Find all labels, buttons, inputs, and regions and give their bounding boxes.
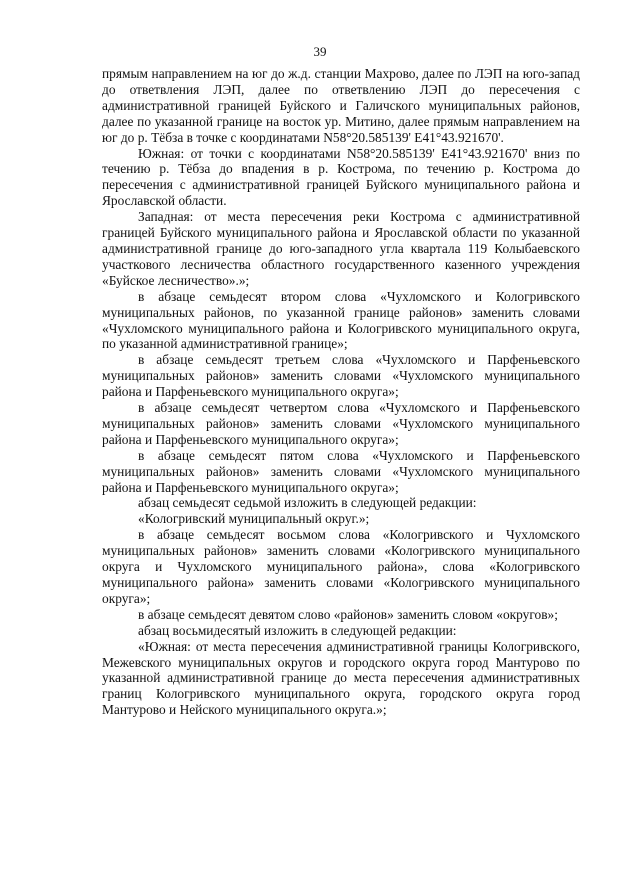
paragraph: Южная: от точки с координатами N58°20.585139' E41°43.921670' вниз по течению р. Тёбза до впадения в р. Кострома, по течению р. Кострома до пересечения с административной границей Буйского муниципального района и Ярославской области. <box>102 145 580 209</box>
paragraph: прямым направлением на юг до ж.д. станции Махрово, далее по ЛЭП на юго-запад до ответвления ЛЭП, далее по ответвлению ЛЭП до пересечения с административной границей Буйского и Галичского муниципальных районов, далее по указанной границе на восток ур. Митино, далее прямым направлением на юг до р. Тёбза в точке с координатами N58°20.585139' E41°43.921670'. <box>102 66 580 145</box>
paragraph: в абзаце семьдесят пятом слова «Чухломского и Парфеньевского муниципальных районов» заменить словами «Чухломского муниципального района и Парфеньевского муниципального округа»; <box>102 447 580 495</box>
paragraph: «Кологривский муниципальный округ.»; <box>138 511 370 527</box>
paragraph: в абзаце семьдесят втором слова «Чухломского и Кологривского муниципальных районов, по указанной границе районов» заменить словами «Чухломского муниципального района и Кологривского муниципального округа, по указанной административной границе»; <box>102 288 580 352</box>
paragraph: «Южная: от места пересечения административной границы Кологривского, Межевского муниципальных округов и городского округа город Мантурово по указанной административной границе до места пересечения административных границ Кологривского муниципального округа, городского округа город Мантурово и Нейского муниципального округа.»; <box>102 638 580 718</box>
document-body <box>102 66 580 718</box>
page-number: 39 <box>313 44 327 59</box>
paragraph: в абзаце семьдесят девятом слово «районов» заменить словом «округов»; <box>138 606 558 622</box>
paragraph: абзац восьмидесятый изложить в следующей редакции: <box>138 622 457 638</box>
paragraph: в абзаце семьдесят восьмом слова «Кологривского и Чухломского муниципальных районов» заменить словами «Кологривского муниципального округа и Чухломского муниципального района», слова «Кологривского муниципального района» заменить словами «Кологривского муниципального округа»; <box>102 527 580 606</box>
paragraph: абзац семьдесят седьмой изложить в следующей редакции: <box>138 495 477 511</box>
paragraph: Западная: от места пересечения реки Кострома с административной границей Буйского муниципального района и Ярославской области по указанной административной границе до юго-западного угла квартала 119 Колыбаевского участкового лесничества областного государственного казенного учреждения «Буйское лесничество».»; <box>102 209 580 288</box>
paragraph: в абзаце семьдесят третьем слова «Чухломского и Парфеньевского муниципальных районов» заменить словами «Чухломского муниципального района и Парфеньевского муниципального округа»; <box>102 352 580 400</box>
paragraph: в абзаце семьдесят четвертом слова «Чухломского и Парфеньевского муниципальных районов» заменить словами «Чухломского муниципального района и Парфеньевского муниципального округа»; <box>102 400 580 447</box>
